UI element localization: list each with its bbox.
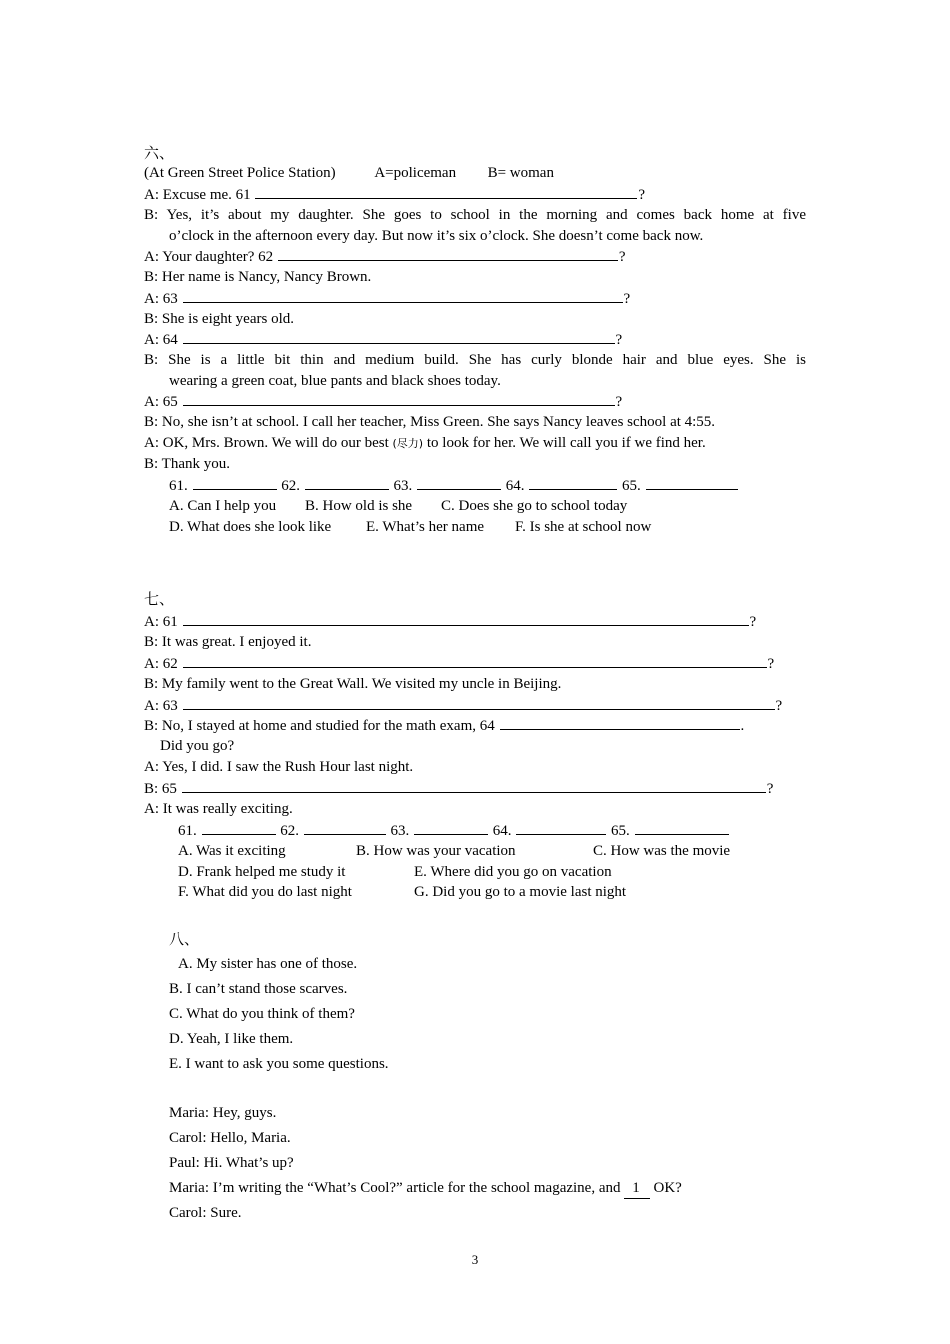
answer-label: 63. <box>393 478 413 494</box>
dialogue-line <box>169 1178 682 1199</box>
section-6-heading: 六、 <box>144 144 175 162</box>
answer-label: 65. <box>611 823 630 839</box>
line-text: A: Your daughter? 62 <box>144 249 274 265</box>
answer-blank-1[interactable]: 1 <box>624 1178 650 1199</box>
answer-blank[interactable] <box>183 653 767 668</box>
question-mark: ? <box>767 656 775 672</box>
dialogue-line <box>144 184 645 205</box>
option: E. Where did you go on vacation <box>414 864 612 880</box>
line-text: B: No, I stayed at home and studied for the math exam, 64 <box>144 718 495 734</box>
answer-label: 64. <box>505 478 525 494</box>
answer-blank[interactable] <box>182 778 766 793</box>
answer-row <box>178 820 730 841</box>
dialogue-line: Paul: Hi. What’s up? <box>169 1155 294 1171</box>
period: . <box>740 718 745 734</box>
answer-blank[interactable] <box>183 611 749 626</box>
answer-label: 63. <box>390 823 410 839</box>
dialogue-line <box>144 695 782 716</box>
answer-blank-65[interactable] <box>646 475 738 490</box>
dialogue-line: B: No, she isn’t at school. I call her teacher, Miss Green. She says Nancy leaves school at 4:55. <box>144 414 716 430</box>
dialogue-line: A: It was really exciting. <box>144 801 293 817</box>
line-text: Maria: I’m writing the “What’s Cool?” article for the school magazine, and <box>169 1180 621 1196</box>
answer-label: 62. <box>281 478 300 494</box>
answer-blank[interactable] <box>183 695 775 710</box>
dialogue-line <box>144 391 622 412</box>
dialogue-line: Carol: Hello, Maria. <box>169 1130 291 1146</box>
dialogue-line: B: My family went to the Great Wall. We visited my uncle in Beijing. <box>144 676 562 692</box>
context-label: (At Green Street Police Station) <box>144 165 336 181</box>
option: E. What’s her name <box>366 519 485 535</box>
section-8-heading: 八、 <box>169 930 200 948</box>
line-text: A: Excuse me. 61 <box>144 187 251 203</box>
option: D. Yeah, I like them. <box>169 1031 294 1047</box>
answer-label: 62. <box>280 823 299 839</box>
answer-label: 64. <box>492 823 512 839</box>
answer-blank-62[interactable] <box>305 475 389 490</box>
answer-blank-62[interactable] <box>304 820 386 835</box>
dialogue-line <box>144 433 706 454</box>
page-number: 3 <box>471 1252 479 1267</box>
answer-blank[interactable] <box>255 184 637 199</box>
section-7-heading: 七、 <box>144 590 175 608</box>
line-text: to look for her. We will call you if we find her. <box>426 435 706 451</box>
answer-blank-65[interactable] <box>635 820 729 835</box>
line-text: A: 63 <box>144 291 178 307</box>
answer-label: 61. <box>178 823 197 839</box>
question-mark: ? <box>638 187 646 203</box>
question-mark: ? <box>618 249 626 265</box>
option: E. I want to ask you some questions. <box>169 1056 389 1072</box>
option: A. My sister has one of those. <box>178 956 358 972</box>
answer-blank-61[interactable] <box>193 475 277 490</box>
answer-blank[interactable] <box>183 391 615 406</box>
question-mark: ? <box>615 394 623 410</box>
answer-blank-63[interactable] <box>417 475 501 490</box>
dialogue-line: Carol: Sure. <box>169 1205 242 1221</box>
question-mark: ? <box>615 332 623 348</box>
option: F. Is she at school now <box>515 519 652 535</box>
dialogue-line <box>144 778 773 799</box>
dialogue-line: wearing a green coat, blue pants and black shoes today. <box>169 373 501 389</box>
answer-blank[interactable] <box>183 288 623 303</box>
line-text: OK? <box>653 1180 682 1196</box>
line-text: A: OK, Mrs. Brown. We will do our best <box>144 435 389 451</box>
question-mark: ? <box>749 614 757 630</box>
answer-row <box>169 475 739 496</box>
line-text: A: 65 <box>144 394 178 410</box>
question-mark: ? <box>775 698 783 714</box>
option: C. How was the movie <box>593 843 731 859</box>
dialogue-line: B: Her name is Nancy, Nancy Brown. <box>144 269 372 285</box>
line-text: B: 65 <box>144 781 177 797</box>
role-b: B= woman <box>487 165 554 181</box>
answer-blank-64[interactable] <box>516 820 606 835</box>
line-text: A: 64 <box>144 332 178 348</box>
dialogue-line: Maria: Hey, guys. <box>169 1105 277 1121</box>
option: G. Did you go to a movie last night <box>414 884 627 900</box>
question-mark: ? <box>766 781 774 797</box>
dialogue-line: B: Thank you. <box>144 456 230 472</box>
dialogue-line <box>144 288 630 309</box>
option: D. Frank helped me study it <box>178 864 346 880</box>
answer-blank-64[interactable] <box>529 475 617 490</box>
dialogue-line: o’clock in the afternoon every day. But now it’s six o’clock. She doesn’t come back now. <box>169 228 704 244</box>
dialogue-line <box>144 329 622 350</box>
chinese-note: (尽力) <box>392 437 424 450</box>
dialogue-line <box>144 715 744 736</box>
option: F. What did you do last night <box>178 884 352 900</box>
answer-blank-63[interactable] <box>414 820 488 835</box>
dialogue-line <box>144 246 626 267</box>
dialogue-line <box>144 611 756 632</box>
option: B. I can’t stand those scarves. <box>169 981 348 997</box>
dialogue-line: Did you go? <box>160 738 235 754</box>
question-mark: ? <box>623 291 631 307</box>
line-text: A: 61 <box>144 614 178 630</box>
option: C. Does she go to school today <box>441 498 628 514</box>
option: B. How was your vacation <box>356 843 516 859</box>
dialogue-line <box>144 653 774 674</box>
option: A. Can I help you <box>169 498 277 514</box>
option: D. What does she look like <box>169 519 332 535</box>
answer-blank[interactable] <box>278 246 618 261</box>
dialogue-line: B: Yes, it’s about my daughter. She goes to school in the morning and comes back home at five <box>144 207 806 223</box>
line-text: A: 62 <box>144 656 178 672</box>
option: A. Was it exciting <box>178 843 286 859</box>
dialogue-line: B: It was great. I enjoyed it. <box>144 634 312 650</box>
section-6-context <box>144 163 554 183</box>
answer-blank-61[interactable] <box>202 820 276 835</box>
dialogue-line: B: She is a little bit thin and medium build. She has curly blonde hair and blue eyes. She is <box>144 352 806 368</box>
answer-blank[interactable] <box>500 715 740 730</box>
answer-label: 65. <box>622 478 641 494</box>
option: C. What do you think of them? <box>169 1006 355 1022</box>
line-text: A: 63 <box>144 698 178 714</box>
role-a: A=policeman <box>374 165 457 181</box>
dialogue-line: A: Yes, I did. I saw the Rush Hour last night. <box>144 759 414 775</box>
dialogue-line: B: She is eight years old. <box>144 311 294 327</box>
answer-label: 61. <box>169 478 188 494</box>
answer-blank[interactable] <box>183 329 615 344</box>
option: B. How old is she <box>305 498 413 514</box>
